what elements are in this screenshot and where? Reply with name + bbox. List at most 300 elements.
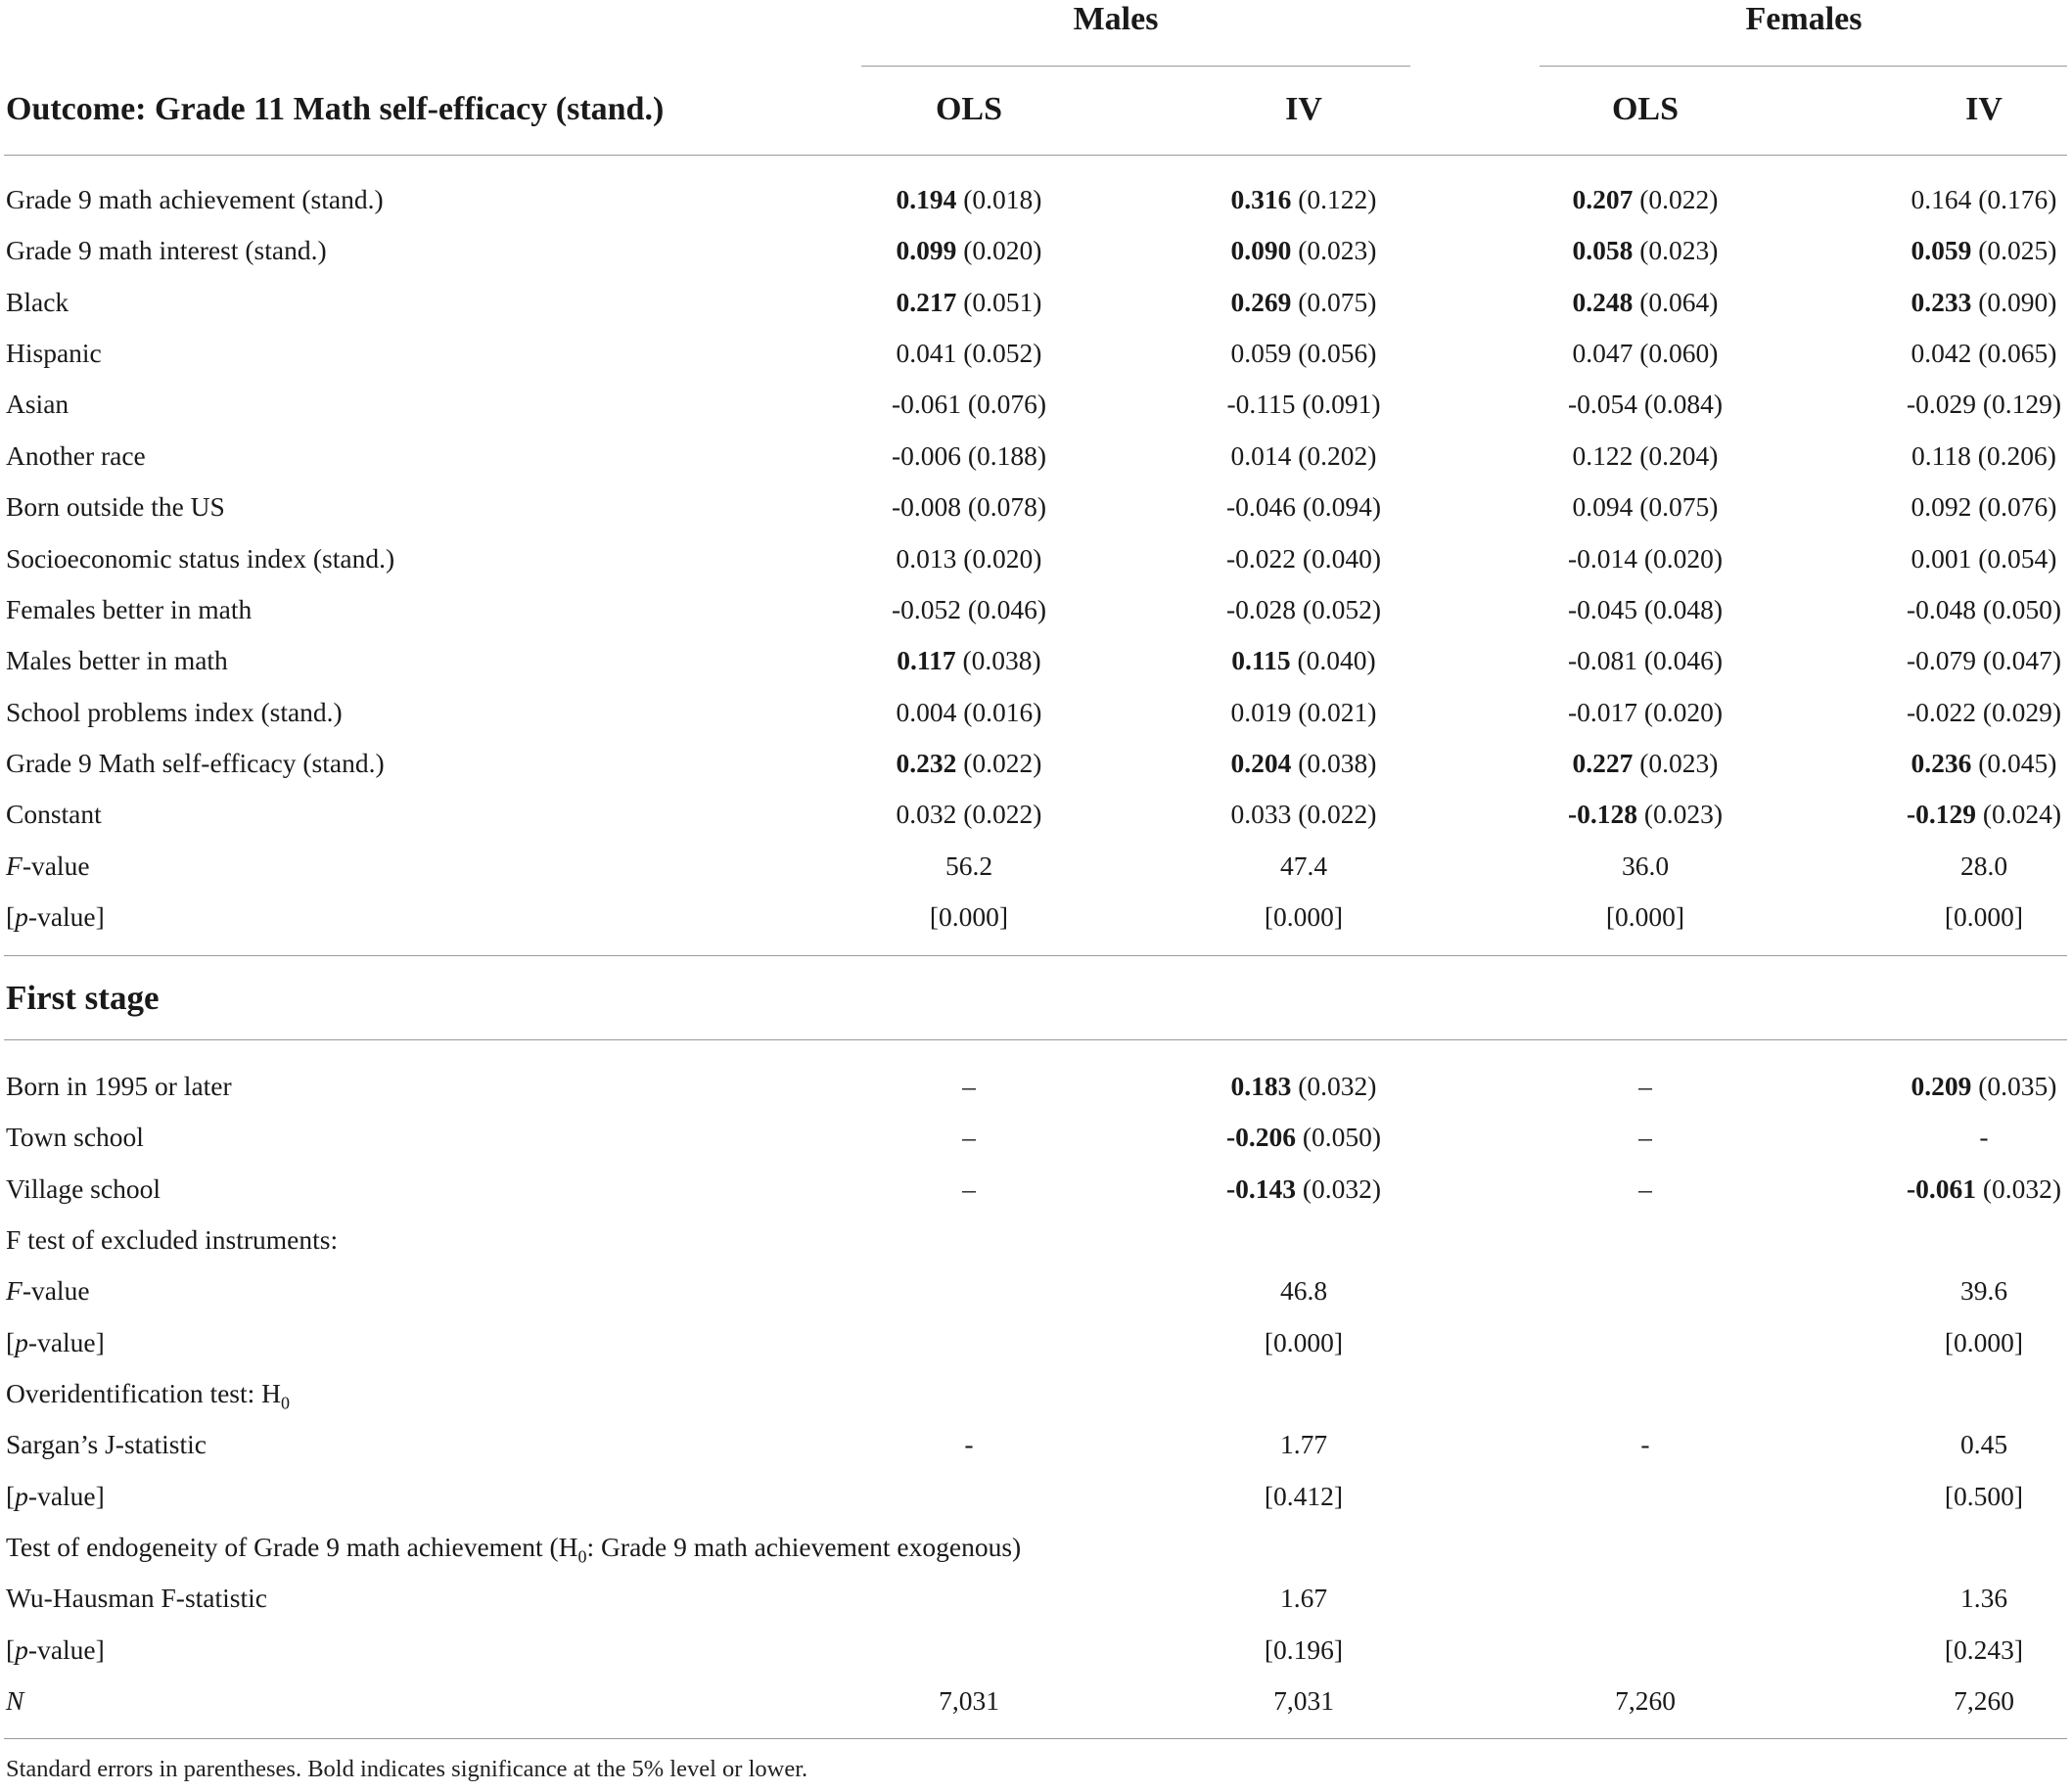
- main-cell-col-1: [842, 635, 1096, 686]
- main-row-label: [6, 482, 225, 532]
- cell-value: 0.118 (0.206): [1911, 439, 2056, 471]
- label-text: Black: [6, 286, 69, 317]
- main-cell-col-1: [842, 533, 1096, 584]
- cell-value: 7,031: [1273, 1684, 1334, 1716]
- cell-value: 0.45: [1959, 1429, 2008, 1460]
- significant-estimate: 0.269: [1230, 286, 1292, 317]
- main-row-label: [6, 533, 394, 584]
- cell-value: (0.032): [1291, 1071, 1377, 1101]
- label-text: Asian: [6, 389, 69, 420]
- first-stage-cell-col-3: [1518, 1419, 1773, 1470]
- first-stage-cell-col-3: [1518, 1112, 1773, 1163]
- cell-value: –: [962, 1172, 976, 1204]
- label-text: Constant: [6, 799, 102, 830]
- section-rule: [4, 955, 2067, 956]
- first-stage-heading: First stage: [6, 979, 160, 1017]
- cell-value: -: [964, 1429, 974, 1460]
- label-text: Sargan’s J-statistic: [6, 1429, 207, 1460]
- main-cell-col-4: [1857, 892, 2072, 942]
- label-prefix: [: [6, 1633, 16, 1665]
- significant-estimate: 0.217: [896, 286, 957, 317]
- significant-estimate: 0.209: [1911, 1071, 1972, 1101]
- label-italic-symbol: p: [15, 1480, 28, 1511]
- first-stage-cell-col-4: [1857, 1164, 2072, 1215]
- main-cell-col-2: [1176, 738, 1431, 789]
- main-cell-col-4: [1857, 841, 2072, 892]
- label-italic-symbol: p: [15, 1326, 28, 1357]
- first-stage-cell-col-1: [842, 1061, 1096, 1112]
- cell-value: 0.122 (0.204): [1572, 439, 1719, 471]
- col-header-females-ols: OLS: [1611, 91, 1680, 127]
- first-stage-cell-col-2: [1176, 1625, 1431, 1676]
- significant-estimate: 0.316: [1230, 184, 1292, 214]
- main-cell-col-4: [1857, 379, 2072, 430]
- main-cell-col-4: [1857, 482, 2072, 532]
- main-cell-col-1: [842, 431, 1096, 482]
- table-row: [0, 277, 2072, 328]
- first-stage-cell-col-2: [1176, 1317, 1431, 1368]
- main-cell-col-1: [842, 225, 1096, 276]
- main-row-label: [6, 789, 102, 840]
- cell-value: [0.243]: [1944, 1633, 2024, 1665]
- table-row: [0, 584, 2072, 635]
- cell-value: [0.412]: [1264, 1480, 1344, 1511]
- cell-value: 0.047 (0.060): [1572, 338, 1719, 369]
- cell-value: [0.000]: [1605, 901, 1685, 933]
- cell-value: -0.052 (0.046): [891, 593, 1047, 624]
- main-row-label: [6, 379, 69, 430]
- significant-estimate: -0.128: [1567, 799, 1637, 830]
- cell-value: (0.045): [1971, 747, 2057, 778]
- cell-value: 36.0: [1621, 850, 1670, 881]
- main-cell-col-3: [1518, 225, 1773, 276]
- table-row: [0, 225, 2072, 276]
- first-stage-row-label: [6, 1471, 105, 1522]
- cell-value: 0.041 (0.052): [896, 338, 1042, 369]
- header-rule: [4, 155, 2067, 156]
- main-cell-col-2: [1176, 277, 1431, 328]
- first-stage-cell-col-4: [1857, 1573, 2072, 1624]
- significant-estimate: 0.233: [1911, 286, 1972, 317]
- label-suffix: : Grade 9 math achievement exogenous): [586, 1531, 1022, 1562]
- label-subscript: 0: [281, 1393, 291, 1413]
- first-stage-cell-col-3: [1518, 1061, 1773, 1112]
- cell-value: 28.0: [1959, 850, 2008, 881]
- significant-estimate: 0.227: [1572, 747, 1634, 778]
- main-cell-col-4: [1857, 635, 2072, 686]
- cell-value: –: [1638, 1122, 1652, 1153]
- cell-value: (0.064): [1633, 286, 1719, 317]
- label-text: -value]: [27, 1480, 105, 1511]
- cell-value: 0.094 (0.075): [1572, 491, 1719, 523]
- cell-value: 0.164 (0.176): [1911, 184, 2057, 214]
- first-stage-cell-col-2: [1176, 1471, 1431, 1522]
- first-stage-cell-col-1: [842, 1164, 1096, 1215]
- label-italic-symbol: p: [15, 901, 28, 933]
- main-cell-col-1: [842, 687, 1096, 738]
- main-cell-col-2: [1176, 482, 1431, 532]
- table-row: [0, 635, 2072, 686]
- significant-estimate: -0.143: [1225, 1172, 1296, 1204]
- cell-value: [0.000]: [1264, 1326, 1344, 1357]
- main-cell-col-2: [1176, 789, 1431, 840]
- label-text: Grade 9 math achievement (stand.): [6, 184, 384, 214]
- significant-estimate: 0.236: [1911, 747, 1972, 778]
- table-row: [0, 841, 2072, 892]
- main-cell-col-4: [1857, 687, 2072, 738]
- cell-value: (0.023): [1633, 235, 1719, 266]
- cell-value: [0.000]: [1944, 1326, 2024, 1357]
- label-text: Grade 9 Math self-efficacy (stand.): [6, 747, 385, 778]
- cell-value: –: [962, 1122, 976, 1153]
- main-cell-col-2: [1176, 635, 1431, 686]
- label-text: Village school: [6, 1172, 161, 1204]
- cell-value: (0.051): [956, 286, 1042, 317]
- main-cell-col-1: [842, 174, 1096, 225]
- main-cell-col-1: [842, 841, 1096, 892]
- main-cell-col-3: [1518, 789, 1773, 840]
- main-cell-col-3: [1518, 379, 1773, 430]
- table-row: [0, 789, 2072, 840]
- cell-value: -0.048 (0.050): [1906, 593, 2062, 624]
- cell-value: (0.050): [1295, 1122, 1382, 1153]
- cell-value: (0.023): [1291, 235, 1377, 266]
- cell-value: -0.022 (0.040): [1225, 542, 1382, 574]
- main-row-label: [6, 738, 385, 789]
- cell-value: [0.000]: [1264, 901, 1344, 933]
- main-cell-col-1: [842, 277, 1096, 328]
- cell-value: 46.8: [1279, 1275, 1328, 1307]
- first-stage-cell-col-2: [1176, 1164, 1431, 1215]
- first-stage-cell-col-4: [1857, 1265, 2072, 1316]
- footer-rule: [4, 1738, 2067, 1739]
- significant-estimate: 0.183: [1230, 1071, 1292, 1101]
- table-row: [0, 1471, 2072, 1522]
- main-cell-col-2: [1176, 841, 1431, 892]
- table-row: [0, 1061, 2072, 1112]
- first-stage-cell-col-2: [1176, 1573, 1431, 1624]
- cell-value: [0.500]: [1944, 1480, 2024, 1511]
- label-prefix: [: [6, 1480, 16, 1511]
- main-cell-col-3: [1518, 431, 1773, 482]
- main-cell-col-3: [1518, 174, 1773, 225]
- first-stage-cell-col-1: [842, 1112, 1096, 1163]
- table-row: [0, 1573, 2072, 1624]
- cell-value: (0.035): [1971, 1071, 2057, 1101]
- cell-value: (0.023): [1633, 747, 1719, 778]
- first-stage-cell-col-2: [1176, 1112, 1431, 1163]
- table-row: [0, 482, 2072, 532]
- label-prefix: [: [6, 901, 16, 933]
- cell-value: (0.075): [1291, 286, 1377, 317]
- cell-value: 7,260: [1954, 1684, 2014, 1716]
- label-text: School problems index (stand.): [6, 696, 343, 727]
- label-text: -value]: [27, 1633, 105, 1665]
- main-cell-col-3: [1518, 635, 1773, 686]
- main-cell-col-3: [1518, 584, 1773, 635]
- main-row-label: [6, 687, 343, 738]
- first-stage-cell-col-4: [1857, 1419, 2072, 1470]
- cell-value: 0.059 (0.056): [1230, 338, 1377, 369]
- first-stage-cell-col-4: [1857, 1676, 2072, 1726]
- table-row: [0, 1112, 2072, 1163]
- main-cell-col-1: [842, 328, 1096, 379]
- group-header-females: Females: [1745, 1, 1863, 37]
- label-text: -value: [22, 850, 90, 881]
- main-row-label: [6, 277, 69, 328]
- cell-value: 0.092 (0.076): [1911, 491, 2057, 523]
- table-row: [0, 1215, 2072, 1265]
- main-cell-col-2: [1176, 225, 1431, 276]
- table-row: [0, 379, 2072, 430]
- first-stage-row-label: [6, 1265, 90, 1316]
- table-row: [0, 1625, 2072, 1676]
- main-row-label: [6, 328, 102, 379]
- main-row-label: [6, 174, 384, 225]
- cell-value: (0.022): [1633, 184, 1719, 214]
- cell-value: 0.042 (0.065): [1911, 338, 2057, 369]
- cell-value: 7,031: [939, 1684, 999, 1716]
- first-stage-row-label: [6, 1419, 207, 1470]
- first-stage-cell-col-2: [1176, 1265, 1431, 1316]
- first-stage-row-label: [6, 1625, 105, 1676]
- main-cell-col-4: [1857, 789, 2072, 840]
- cell-value: -0.008 (0.078): [891, 491, 1047, 523]
- cell-value: (0.038): [1291, 747, 1377, 778]
- main-row-label: [6, 431, 146, 482]
- table-row: [0, 1265, 2072, 1316]
- label-text: Grade 9 math interest (stand.): [6, 235, 327, 266]
- first-stage-row-label: [6, 1317, 105, 1368]
- label-text: Overidentification test: H: [6, 1377, 282, 1408]
- main-cell-col-2: [1176, 584, 1431, 635]
- first-stage-cell-col-4: [1857, 1471, 2072, 1522]
- significant-estimate: -0.206: [1225, 1122, 1296, 1153]
- label-text: Wu-Hausman F-statistic: [6, 1583, 267, 1614]
- first-stage-row-label: [6, 1061, 232, 1112]
- main-row-label: [6, 841, 90, 892]
- first-stage-row-label: [6, 1112, 144, 1163]
- first-stage-cell-col-3: [1518, 1676, 1773, 1726]
- significant-estimate: 0.090: [1230, 235, 1292, 266]
- main-cell-col-2: [1176, 533, 1431, 584]
- significant-estimate: 0.117: [897, 645, 956, 676]
- cell-value: (0.090): [1971, 286, 2057, 317]
- label-text: Town school: [6, 1122, 144, 1153]
- table-row: [0, 1317, 2072, 1368]
- main-row-label: [6, 584, 252, 635]
- first-stage-cell-col-4: [1857, 1625, 2072, 1676]
- cell-value: -: [1979, 1122, 1989, 1153]
- main-cell-col-3: [1518, 687, 1773, 738]
- cell-value: 0.004 (0.016): [896, 696, 1042, 727]
- significant-estimate: 0.204: [1230, 747, 1292, 778]
- cell-value: -0.115 (0.091): [1226, 389, 1381, 420]
- label-text: Hispanic: [6, 338, 102, 369]
- main-cell-col-2: [1176, 379, 1431, 430]
- main-cell-col-4: [1857, 431, 2072, 482]
- label-text: Another race: [6, 439, 146, 471]
- label-italic-symbol: F: [6, 850, 23, 881]
- cell-value: -0.028 (0.052): [1225, 593, 1382, 624]
- main-cell-col-2: [1176, 431, 1431, 482]
- main-row-label: [6, 225, 327, 276]
- main-cell-col-4: [1857, 277, 2072, 328]
- table-row: [0, 1164, 2072, 1215]
- table-row: [0, 687, 2072, 738]
- label-text: Females better in math: [6, 593, 253, 624]
- cell-value: 0.033 (0.022): [1230, 799, 1377, 830]
- significant-estimate: 0.194: [896, 184, 957, 214]
- label-text: Born in 1995 or later: [6, 1071, 232, 1101]
- cell-value: 56.2: [944, 850, 993, 881]
- cell-value: -0.061 (0.076): [891, 389, 1047, 420]
- main-cell-col-4: [1857, 225, 2072, 276]
- main-cell-col-4: [1857, 533, 2072, 584]
- cell-value: 1.36: [1959, 1583, 2008, 1614]
- table-row: [0, 174, 2072, 225]
- first-stage-row-label: [6, 1573, 267, 1624]
- table-row: [0, 892, 2072, 942]
- cell-value: 0.013 (0.020): [896, 542, 1042, 574]
- significant-estimate: 0.248: [1572, 286, 1634, 317]
- cell-value: 47.4: [1279, 850, 1328, 881]
- cell-value: -0.014 (0.020): [1567, 542, 1724, 574]
- cell-value: [0.000]: [929, 901, 1009, 933]
- cell-value: (0.024): [1975, 799, 2062, 830]
- table-row: [0, 533, 2072, 584]
- females-underline: [1540, 66, 2067, 67]
- table-row: [0, 1676, 2072, 1726]
- table-row: [0, 431, 2072, 482]
- males-underline: [861, 66, 1410, 67]
- main-cell-col-1: [842, 482, 1096, 532]
- first-stage-cell-col-4: [1857, 1061, 2072, 1112]
- first-stage-cell-col-2: [1176, 1676, 1431, 1726]
- cell-value: -0.079 (0.047): [1906, 645, 2062, 676]
- main-cell-col-2: [1176, 174, 1431, 225]
- first-stage-rule: [4, 1039, 2067, 1040]
- cell-value: 0.014 (0.202): [1230, 439, 1377, 471]
- table-row: [0, 1522, 2072, 1573]
- significant-estimate: -0.129: [1906, 799, 1976, 830]
- cell-value: 7,260: [1615, 1684, 1676, 1716]
- label-text: Test of endogeneity of Grade 9 math achievement (H: [6, 1531, 578, 1562]
- main-cell-col-4: [1857, 328, 2072, 379]
- main-cell-col-3: [1518, 892, 1773, 942]
- first-stage-cell-col-1: [842, 1419, 1096, 1470]
- main-cell-col-4: [1857, 584, 2072, 635]
- label-text: Born outside the US: [6, 491, 225, 523]
- cell-value: -0.029 (0.129): [1906, 389, 2062, 420]
- significant-estimate: 0.232: [896, 747, 957, 778]
- significant-estimate: 0.058: [1572, 235, 1634, 266]
- main-cell-col-1: [842, 738, 1096, 789]
- label-text: F test of excluded instruments:: [6, 1223, 339, 1255]
- main-cell-col-1: [842, 584, 1096, 635]
- group-header-males: Males: [1073, 1, 1159, 37]
- table-row: [0, 328, 2072, 379]
- cell-value: –: [962, 1071, 976, 1101]
- cell-value: (0.040): [1290, 645, 1376, 676]
- main-cell-col-3: [1518, 533, 1773, 584]
- cell-value: 39.6: [1959, 1275, 2008, 1307]
- cell-value: (0.023): [1636, 799, 1724, 830]
- main-cell-col-4: [1857, 174, 2072, 225]
- label-italic-symbol: F: [6, 1275, 23, 1307]
- cell-value: (0.032): [1295, 1172, 1382, 1204]
- cell-value: -0.046 (0.094): [1225, 491, 1382, 523]
- cell-value: (0.038): [955, 645, 1041, 676]
- col-header-males-ols: OLS: [935, 91, 1003, 127]
- cell-value: (0.122): [1291, 184, 1377, 214]
- label-prefix: [: [6, 1326, 16, 1357]
- cell-value: (0.025): [1971, 235, 2057, 266]
- main-cell-col-2: [1176, 892, 1431, 942]
- cell-value: 0.019 (0.021): [1230, 696, 1377, 727]
- table-row: [0, 1368, 2072, 1419]
- cell-value: (0.018): [956, 184, 1042, 214]
- table-row: [0, 1419, 2072, 1470]
- main-cell-col-3: [1518, 277, 1773, 328]
- cell-value: -0.054 (0.084): [1567, 389, 1724, 420]
- cell-value: -0.045 (0.048): [1567, 593, 1724, 624]
- significant-estimate: 0.059: [1911, 235, 1972, 266]
- first-stage-cell-col-2: [1176, 1061, 1431, 1112]
- cell-value: -0.081 (0.046): [1567, 645, 1724, 676]
- main-row-label: [6, 892, 105, 942]
- significant-estimate: 0.099: [896, 235, 957, 266]
- cell-value: –: [1638, 1071, 1652, 1101]
- first-stage-row-label: [6, 1164, 161, 1215]
- cell-value: [0.196]: [1264, 1633, 1344, 1665]
- significant-estimate: 0.115: [1231, 645, 1291, 676]
- cell-value: (0.020): [956, 235, 1042, 266]
- col-header-males-iv: IV: [1285, 91, 1322, 127]
- main-cell-col-3: [1518, 841, 1773, 892]
- cell-value: -0.022 (0.029): [1906, 696, 2062, 727]
- table-row: [0, 738, 2072, 789]
- main-cell-col-2: [1176, 687, 1431, 738]
- first-stage-cell-col-4: [1857, 1112, 2072, 1163]
- significant-estimate: 0.207: [1572, 184, 1634, 214]
- cell-value: 1.67: [1279, 1583, 1328, 1614]
- cell-value: 1.77: [1279, 1429, 1328, 1460]
- main-cell-col-2: [1176, 328, 1431, 379]
- significant-estimate: -0.061: [1906, 1172, 1976, 1204]
- cell-value: (0.032): [1975, 1172, 2062, 1204]
- label-text: Males better in math: [6, 645, 228, 676]
- footnote: Standard errors in parentheses. Bold indicates significance at the 5% level or lower.: [6, 1756, 808, 1782]
- label-italic-symbol: p: [15, 1633, 28, 1665]
- outcome-label: Outcome: Grade 11 Math self-efficacy (stand.): [6, 91, 665, 127]
- main-cell-col-3: [1518, 328, 1773, 379]
- label-text: -value]: [27, 1326, 105, 1357]
- first-stage-row-label: [6, 1676, 23, 1726]
- main-cell-col-3: [1518, 482, 1773, 532]
- cell-value: –: [1638, 1172, 1652, 1204]
- label-text: Socioeconomic status index (stand.): [6, 542, 395, 574]
- col-header-females-iv: IV: [1965, 91, 2003, 127]
- main-cell-col-4: [1857, 738, 2072, 789]
- cell-value: (0.022): [956, 747, 1042, 778]
- cell-value: [0.000]: [1944, 901, 2024, 933]
- label-italic-symbol: N: [6, 1684, 24, 1716]
- main-cell-col-3: [1518, 738, 1773, 789]
- main-row-label: [6, 635, 228, 686]
- cell-value: 0.032 (0.022): [896, 799, 1042, 830]
- main-cell-col-1: [842, 379, 1096, 430]
